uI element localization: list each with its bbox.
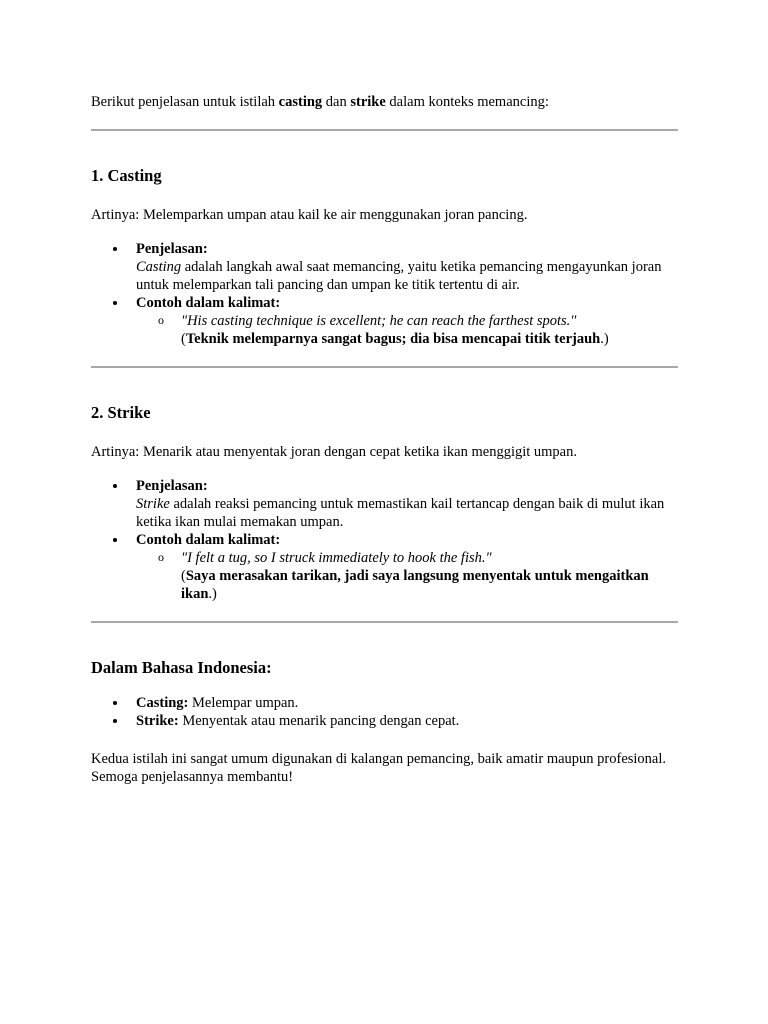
example-item: [181, 312, 678, 348]
explanation-text: adalah reaksi pemancing untuk memastikan kail tertancap dengan baik di mulut ikan ketika ikan mulai memakan umpan.: [136, 496, 665, 530]
example-sentence: "I felt a tug, so I struck immediately to hook the fish.": [181, 550, 492, 566]
summary-item-casting: [136, 694, 678, 712]
explanation-term: Strike: [136, 496, 170, 512]
summary-item-text: Melempar umpan.: [188, 695, 299, 711]
section-meaning-strike: Artinya: Menarik atau menyentak joran dengan cepat ketika ikan menggigit umpan.: [91, 444, 577, 460]
summary-title: Dalam Bahasa Indonesia:: [91, 658, 272, 677]
explanation-label: Penjelasan:: [136, 241, 208, 257]
explanation-label: Penjelasan:: [136, 478, 208, 494]
intro-term-strike: strike: [350, 94, 386, 110]
explanation-text: adalah langkah awal saat memancing, yaitu ketika pemancing mengayunkan joran untuk melemparkan tali pancing dan umpan ke titik tertentu di air.: [136, 259, 662, 293]
example-paren-close: .): [208, 586, 217, 602]
list-item-explanation: [136, 240, 678, 294]
summary-item-label: Strike:: [136, 713, 179, 729]
list-item-example: [136, 531, 678, 603]
closing-paragraph: Kedua istilah ini sangat umum digunakan di kalangan pemancing, baik amatir maupun profesional. Semoga penjelasannya membantu!: [91, 751, 667, 785]
summary-list: [91, 694, 678, 730]
intro-prefix: Berikut penjelasan untuk istilah: [91, 94, 279, 110]
section-title-strike: 2. Strike: [91, 403, 151, 422]
example-paren-open: (: [181, 331, 186, 347]
summary-item-label: Casting:: [136, 695, 189, 711]
section-list-strike: [91, 477, 678, 603]
intro-middle: dan: [322, 94, 351, 110]
divider: [91, 366, 678, 368]
example-sublist: [136, 312, 678, 348]
intro-suffix: dalam konteks memancing:: [385, 94, 549, 110]
section-list-casting: [91, 240, 678, 348]
intro-term-casting: casting: [278, 94, 323, 110]
example-paren-open: (: [181, 568, 186, 584]
example-paren-close: .): [600, 331, 609, 347]
explanation-term: Casting: [136, 259, 182, 275]
document-body: [91, 93, 678, 786]
divider: [91, 621, 678, 623]
divider: [91, 129, 678, 131]
example-sentence: "His casting technique is excellent; he can reach the farthest spots.": [181, 313, 577, 329]
example-item: [181, 549, 678, 603]
summary-item-text: Menyentak atau menarik pancing dengan cepat.: [178, 713, 460, 729]
example-label: Contoh dalam kalimat:: [136, 532, 281, 548]
section-title-casting: 1. Casting: [91, 166, 162, 185]
example-translation: Saya merasakan tarikan, jadi saya langsung menyentak untuk mengaitkan ikan: [181, 568, 649, 602]
list-item-example: [136, 294, 678, 348]
example-sublist: [136, 549, 678, 603]
summary-item-strike: [136, 712, 678, 730]
list-item-explanation: [136, 477, 678, 531]
section-meaning-casting: Artinya: Melemparkan umpan atau kail ke air menggunakan joran pancing.: [91, 207, 528, 223]
example-translation: Teknik melemparnya sangat bagus; dia bisa mencapai titik terjauh: [185, 331, 601, 347]
intro-paragraph: [91, 93, 678, 111]
example-label: Contoh dalam kalimat:: [136, 295, 281, 311]
